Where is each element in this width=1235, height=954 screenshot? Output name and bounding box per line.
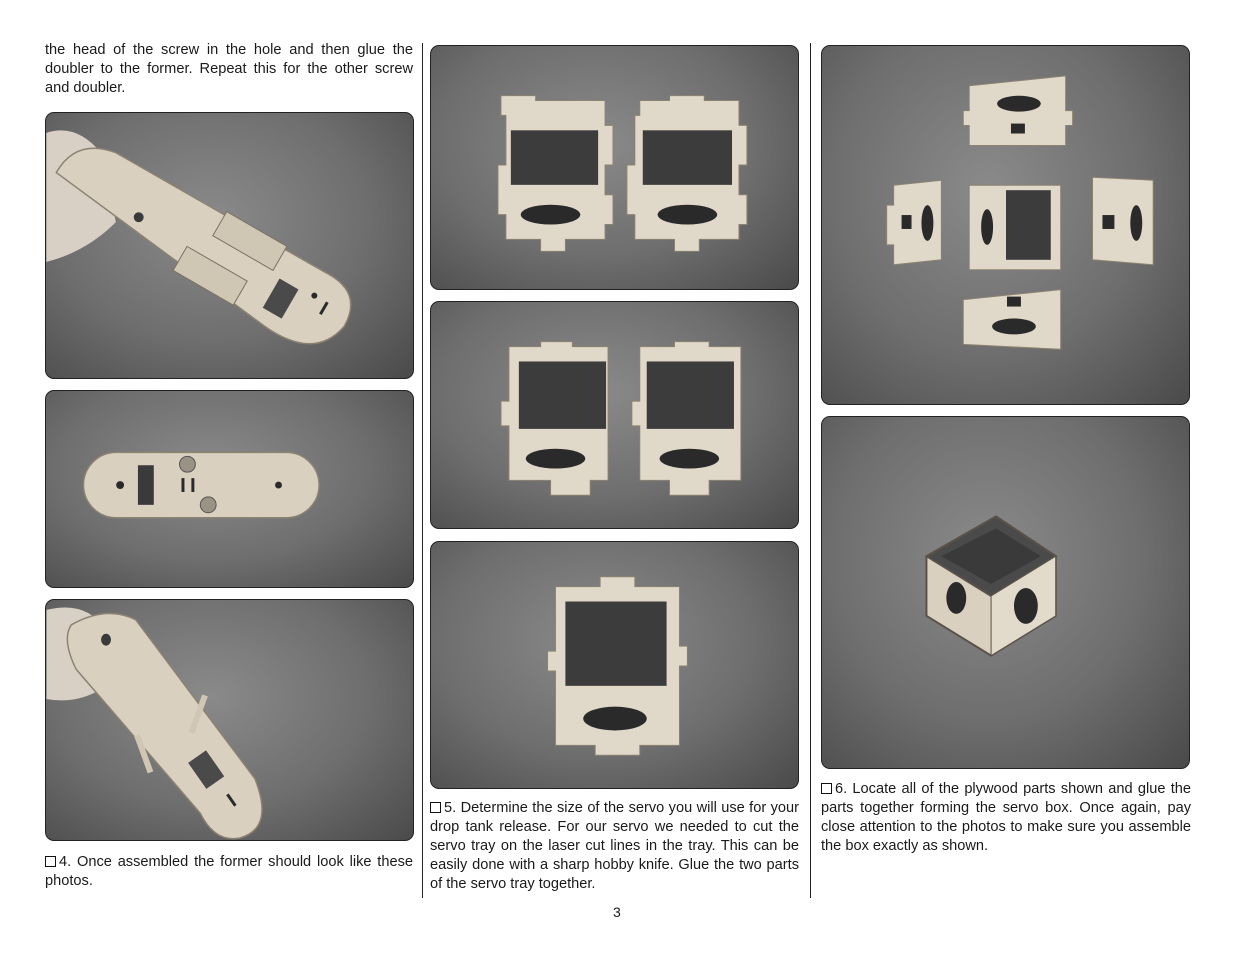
step-4-paragraph bbox=[45, 853, 413, 891]
photo-assembled-servo-box bbox=[821, 416, 1190, 769]
photo-former-hand-held bbox=[45, 112, 414, 379]
photo-servo-tray-glued bbox=[430, 541, 799, 789]
checkbox-icon[interactable] bbox=[821, 783, 832, 794]
step-6-text: 6. Locate all of the plywood parts shown and glue the parts together forming the servo box. Once again, pay close attention to the photos to make sure you assemble the box exactly as shown. bbox=[821, 781, 1191, 854]
step-4-text: 4. Once assembled the former should look like these photos. bbox=[45, 854, 413, 889]
checkbox-icon[interactable] bbox=[430, 802, 441, 813]
step-6-paragraph bbox=[821, 780, 1191, 856]
photo-former-with-dowels bbox=[45, 599, 414, 841]
step-5-paragraph bbox=[430, 799, 799, 894]
photo-servo-tray-cut bbox=[430, 301, 799, 529]
photo-plywood-parts bbox=[821, 45, 1190, 405]
checkbox-icon[interactable] bbox=[45, 856, 56, 867]
photo-servo-tray-pieces bbox=[430, 45, 799, 290]
photo-former-top-view bbox=[45, 390, 414, 588]
column-divider-1 bbox=[422, 43, 423, 898]
intro-paragraph: the head of the screw in the hole and then glue the doubler to the former. Repeat this for the other screw and doubler. bbox=[45, 42, 413, 96]
column-divider-2 bbox=[810, 43, 811, 898]
step-5-text: 5. Determine the size of the servo you will use for your drop tank release. For our servo we needed to cut the servo tray on the laser cut lines in the tray. This can be easily done with a sharp hobby knife. Glue the two parts of the servo tray together. bbox=[430, 800, 799, 892]
page-number: 3 bbox=[613, 904, 621, 920]
